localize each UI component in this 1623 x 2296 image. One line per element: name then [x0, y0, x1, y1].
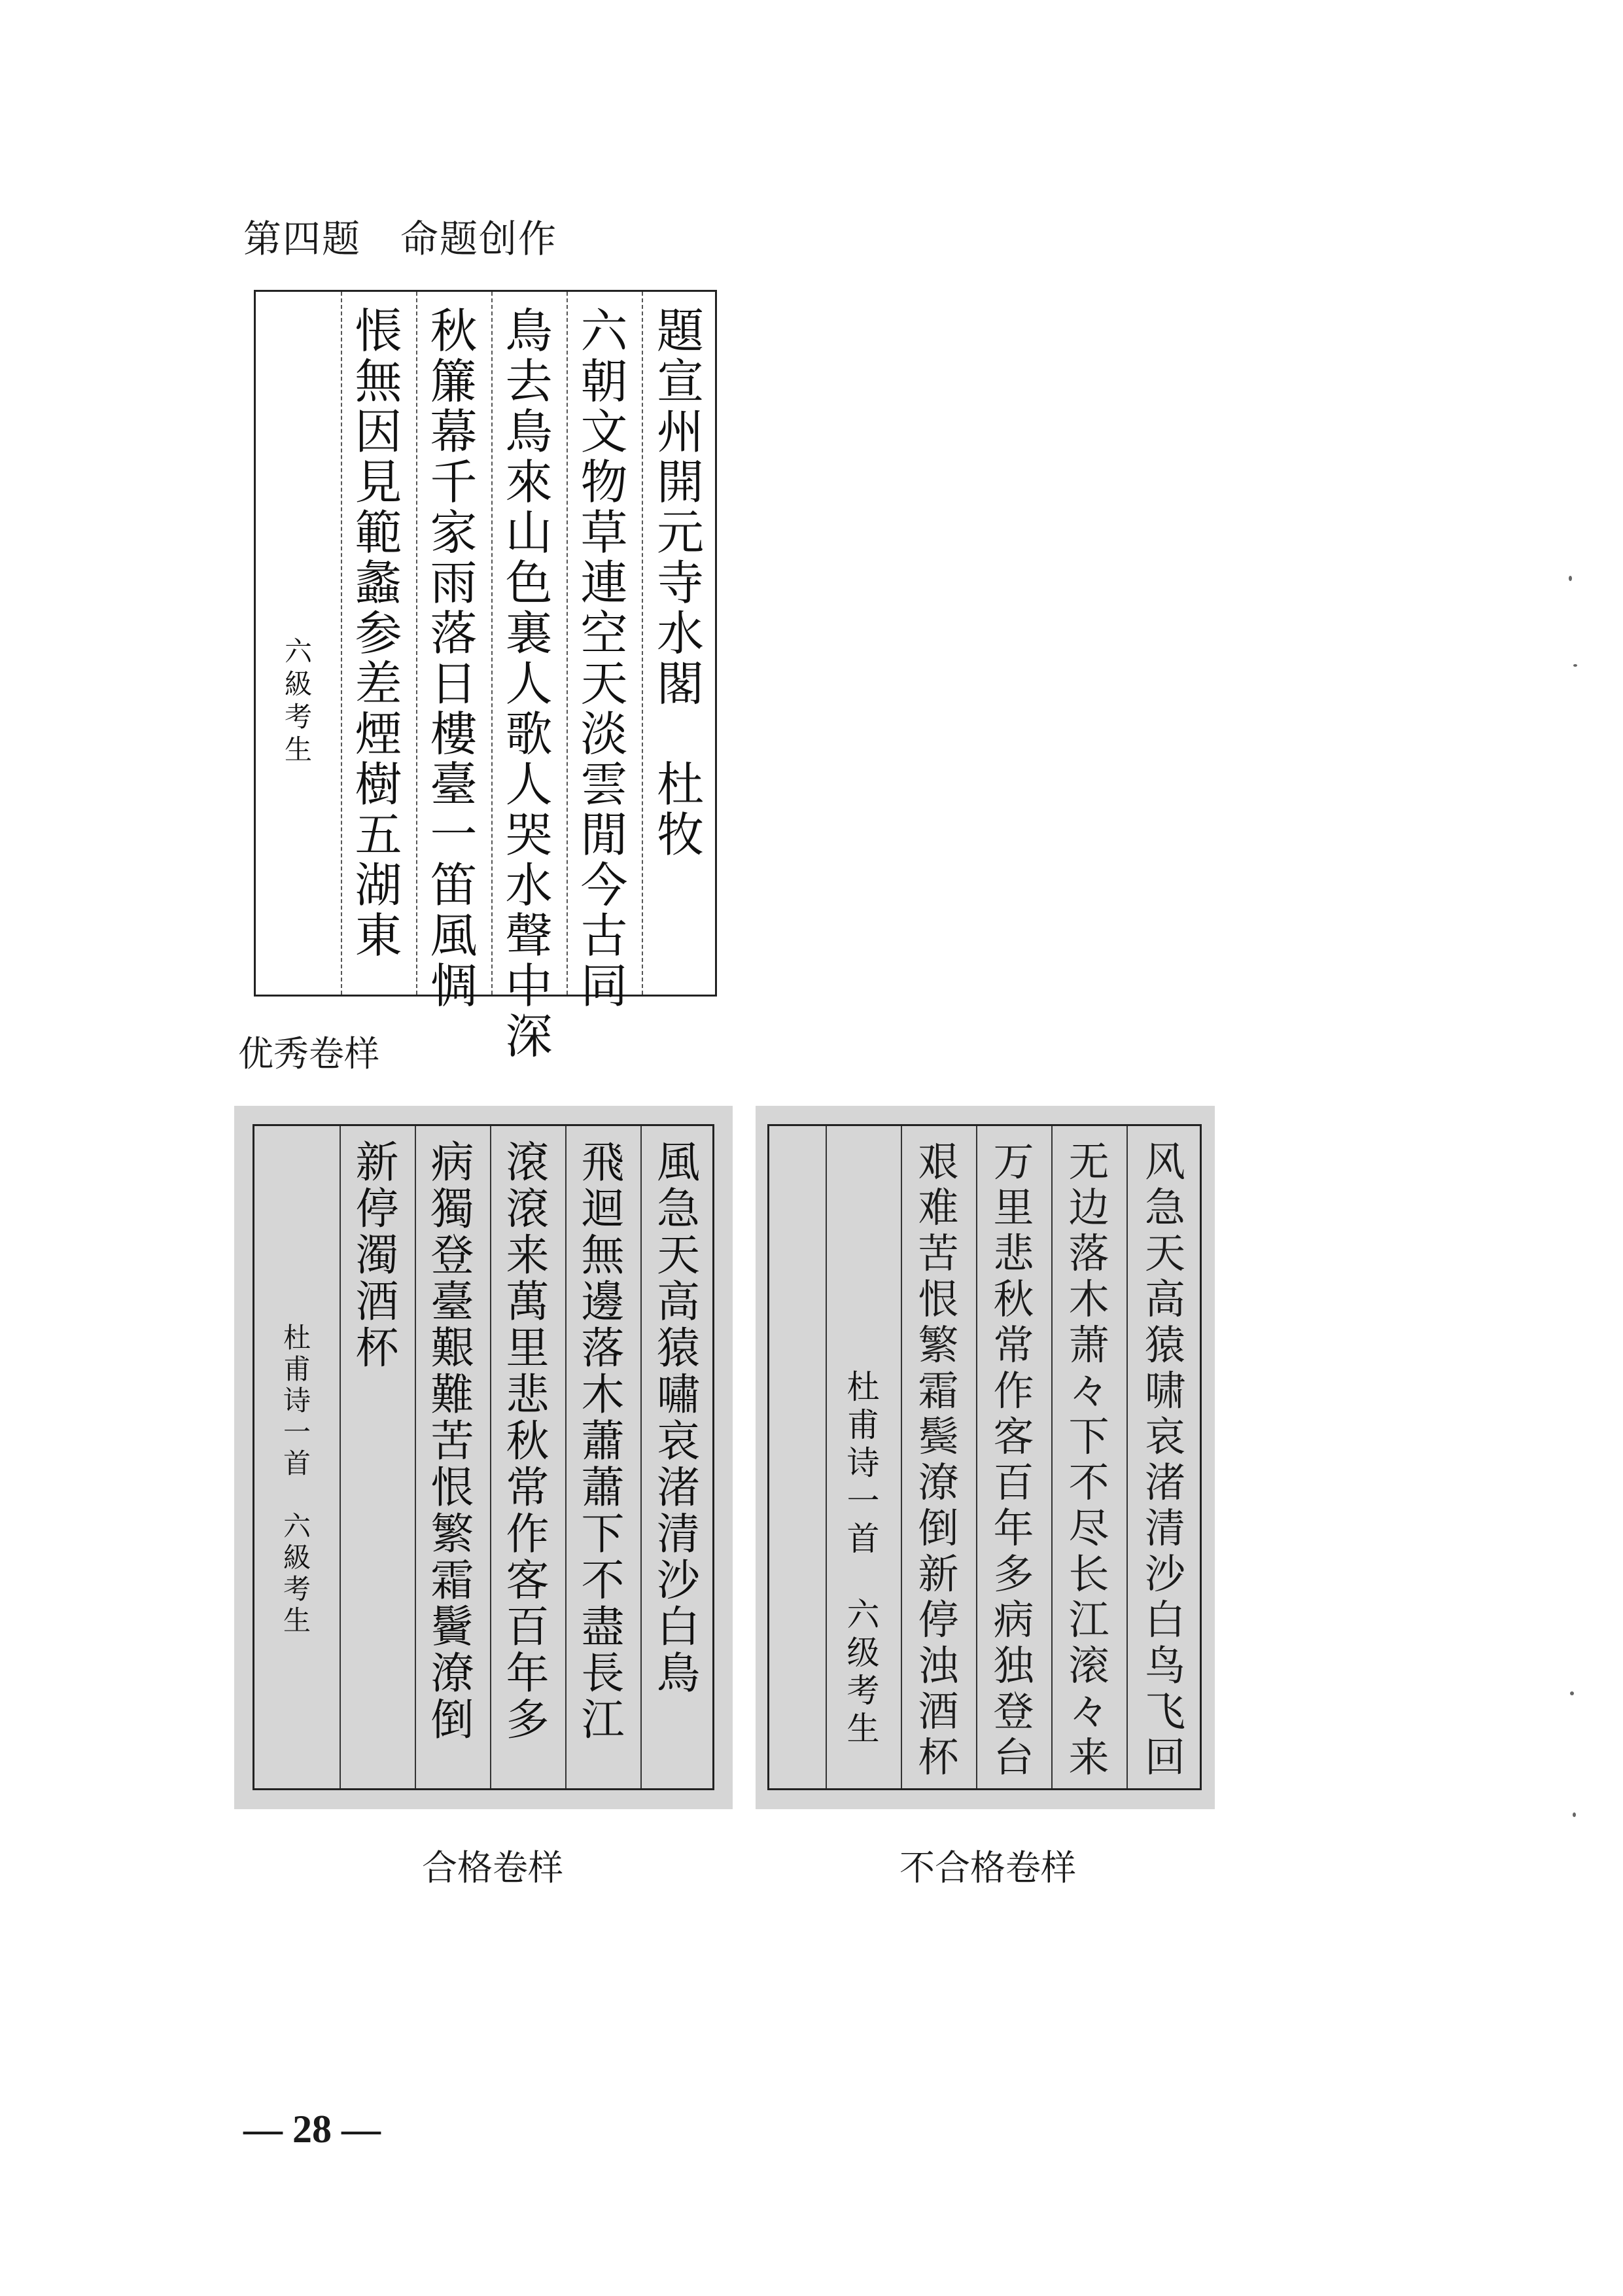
glyph: 日 [430, 656, 478, 711]
glyph: 常 [506, 1462, 550, 1513]
section-title: 第四题 命题创作 [243, 217, 558, 261]
glyph: 台 [993, 1733, 1034, 1781]
glyph: 雨 [430, 556, 478, 610]
glyph: 万 [993, 1138, 1034, 1186]
excellent-column-4 [416, 292, 491, 1014]
glyph: 江 [1068, 1596, 1109, 1644]
unqualified-column-3-text [993, 1139, 1034, 1780]
glyph: 一 [846, 1482, 880, 1520]
excellent-column-3-text [505, 306, 552, 1062]
glyph: 水 [656, 606, 704, 661]
glyph: 無 [581, 1230, 625, 1280]
glyph: 杜 [846, 1368, 880, 1406]
excellent-column-4-text [430, 306, 477, 1012]
glyph: 萬 [506, 1277, 550, 1327]
qualified-column-3 [490, 1126, 565, 1788]
glyph: 連 [580, 556, 628, 610]
qualified-signature [283, 1322, 311, 1636]
glyph: 清 [1144, 1504, 1185, 1552]
glyph: 去 [505, 354, 553, 409]
unqualified-signature [847, 1368, 880, 1748]
glyph: 落 [430, 606, 478, 661]
glyph: 人 [505, 757, 553, 812]
glyph: 苦 [918, 1229, 959, 1277]
glyph: 级 [846, 1634, 880, 1672]
glyph: 滚 [1068, 1642, 1109, 1689]
glyph: 級 [283, 1542, 311, 1574]
qualified-column-5 [340, 1126, 415, 1788]
glyph: 不 [581, 1555, 625, 1606]
glyph: 多 [506, 1695, 550, 1745]
glyph: 因 [355, 404, 402, 459]
glyph: 病 [430, 1137, 474, 1188]
excellent-caption: 优秀卷样 [238, 1033, 379, 1074]
glyph: 蕭 [581, 1416, 625, 1466]
excellent-column-5-text [355, 306, 402, 961]
glyph: 惆 [430, 959, 478, 1014]
qualified-caption: 合格卷样 [422, 1847, 563, 1888]
glyph: 飞 [1144, 1687, 1185, 1735]
glyph: 水 [505, 858, 553, 913]
glyph: 々 [1068, 1687, 1109, 1735]
glyph: 鳥 [505, 304, 553, 359]
glyph: 来 [506, 1230, 550, 1280]
glyph: 停 [355, 1184, 399, 1234]
qualified-column-3-text [506, 1139, 550, 1743]
scan-speck [1569, 576, 1572, 581]
glyph: 潦 [918, 1458, 959, 1506]
qualified-sample-frame [253, 1124, 714, 1790]
glyph: 高 [1144, 1275, 1185, 1323]
glyph: 停 [918, 1596, 959, 1644]
glyph: 盡 [581, 1602, 625, 1652]
glyph: 杯 [355, 1323, 399, 1373]
unqualified-sample-panel [756, 1106, 1215, 1809]
glyph: 落 [1068, 1229, 1109, 1277]
glyph: 無 [355, 354, 402, 409]
unqualified-column-3 [976, 1126, 1051, 1788]
glyph: 清 [657, 1509, 700, 1559]
glyph: 樹 [355, 757, 402, 812]
glyph: 渚 [1144, 1458, 1185, 1506]
glyph: 古 [580, 908, 628, 963]
unqualified-sample-frame [767, 1124, 1202, 1790]
excellent-signature-column [256, 292, 341, 995]
glyph: 裏 [505, 606, 553, 661]
glyph: 笛 [430, 858, 478, 913]
glyph: 艱 [430, 1323, 474, 1373]
glyph: 年 [993, 1504, 1034, 1552]
glyph: 杜 [283, 1322, 311, 1354]
glyph: 萧 [1068, 1321, 1109, 1369]
glyph: 中 [505, 959, 553, 1014]
glyph: 寺 [656, 556, 704, 610]
glyph: 登 [993, 1687, 1034, 1735]
glyph: 渚 [657, 1462, 700, 1513]
glyph: 考 [284, 701, 312, 733]
glyph: 作 [506, 1509, 550, 1559]
glyph: 百 [506, 1602, 550, 1652]
glyph: 酒 [918, 1687, 959, 1735]
excellent-column-5 [341, 292, 416, 995]
glyph: 落 [581, 1323, 625, 1373]
glyph: 客 [993, 1413, 1034, 1460]
glyph: 六 [580, 304, 628, 359]
glyph: 木 [581, 1369, 625, 1420]
glyph: 诗 [283, 1385, 311, 1417]
glyph: 六 [284, 635, 312, 667]
glyph: 風 [657, 1137, 700, 1188]
glyph: 急 [657, 1184, 700, 1234]
glyph: 州 [656, 404, 704, 459]
glyph: 蕭 [581, 1462, 625, 1513]
excellent-column-1 [642, 292, 719, 995]
glyph: 六 [846, 1596, 880, 1634]
glyph: 悲 [993, 1229, 1034, 1277]
glyph: 浊 [918, 1642, 959, 1689]
glyph: 元 [656, 505, 704, 560]
unqualified-column-2 [1051, 1126, 1126, 1788]
glyph: 聲 [505, 908, 553, 963]
glyph: 範 [355, 505, 402, 560]
glyph: 淡 [580, 707, 628, 762]
unqualified-signature-column [826, 1126, 901, 1788]
glyph: 秋 [993, 1275, 1034, 1323]
glyph: 长 [1068, 1550, 1109, 1598]
glyph: 飛 [581, 1137, 625, 1188]
glyph: 深 [505, 1009, 553, 1064]
glyph: 繁 [918, 1321, 959, 1369]
glyph: 一 [430, 807, 478, 862]
scan-speck [1570, 1691, 1574, 1695]
excellent-column-2-text [580, 306, 627, 1012]
glyph: 常 [993, 1321, 1034, 1369]
glyph: 見 [355, 455, 402, 510]
glyph [657, 709, 704, 760]
glyph: 杜 [656, 757, 704, 812]
glyph: 生 [283, 1604, 311, 1636]
glyph: 生 [284, 733, 312, 766]
glyph: 宣 [656, 354, 704, 409]
glyph: 年 [506, 1648, 550, 1699]
glyph: 啸 [1144, 1367, 1185, 1415]
glyph: 来 [1068, 1733, 1109, 1781]
glyph: 五 [355, 807, 402, 862]
glyph: 霜 [918, 1367, 959, 1415]
glyph: 恨 [918, 1275, 959, 1323]
glyph: 同 [580, 959, 628, 1014]
glyph: 白 [1144, 1596, 1185, 1644]
glyph: 簾 [430, 354, 478, 409]
glyph: 閣 [656, 656, 704, 711]
glyph: 苦 [430, 1416, 474, 1466]
unqualified-column-4 [901, 1126, 976, 1788]
glyph: 客 [506, 1555, 550, 1606]
glyph: 牧 [656, 807, 704, 862]
glyph: 尽 [1068, 1504, 1109, 1552]
glyph: 歌 [505, 707, 553, 762]
glyph: 秋 [506, 1416, 550, 1466]
glyph: 天 [580, 656, 628, 711]
glyph: 边 [1068, 1184, 1109, 1231]
glyph: 色 [505, 556, 553, 610]
glyph: 甫 [846, 1406, 880, 1444]
excellent-column-2 [567, 292, 642, 1014]
glyph: 千 [430, 455, 478, 510]
glyph: 木 [1068, 1275, 1109, 1323]
glyph: 級 [284, 668, 312, 700]
glyph: 病 [993, 1596, 1034, 1644]
glyph: 酒 [355, 1277, 399, 1327]
qualified-column-4 [415, 1126, 490, 1788]
glyph: 悵 [355, 304, 402, 359]
unqualified-column-2-text [1068, 1139, 1109, 1780]
glyph: 鬢 [430, 1602, 474, 1652]
glyph: 濁 [355, 1230, 399, 1280]
glyph: 山 [505, 505, 553, 560]
glyph: 首 [283, 1447, 311, 1479]
glyph: 風 [430, 908, 478, 963]
glyph: 蠡 [355, 556, 402, 610]
glyph: 猿 [1144, 1321, 1185, 1369]
unqualified-column-4-text [918, 1139, 958, 1780]
glyph: 潦 [430, 1648, 474, 1699]
glyph [847, 1558, 880, 1596]
glyph: 天 [657, 1230, 700, 1280]
page-number: — 28 — [243, 2108, 381, 2151]
glyph: 鬓 [918, 1413, 959, 1460]
glyph: 作 [993, 1367, 1034, 1415]
unqualified-column-1-text [1145, 1139, 1185, 1780]
glyph: 鸟 [1144, 1642, 1185, 1689]
glyph: 沙 [1144, 1550, 1185, 1598]
glyph: 長 [581, 1648, 625, 1699]
glyph: 東 [355, 908, 402, 963]
glyph: 下 [581, 1509, 625, 1559]
glyph: 幕 [430, 404, 478, 459]
glyph: 草 [580, 505, 628, 560]
glyph: 差 [355, 656, 402, 711]
glyph: 來 [505, 455, 553, 510]
glyph: 新 [355, 1137, 399, 1188]
qualified-column-2 [565, 1126, 640, 1788]
glyph: 雲 [580, 757, 628, 812]
glyph: 六 [283, 1510, 311, 1542]
glyph: 诗 [846, 1444, 880, 1482]
glyph: 参 [355, 606, 402, 661]
glyph: 臺 [430, 757, 478, 812]
glyph: 哀 [657, 1416, 700, 1466]
qualified-column-4-text [431, 1139, 474, 1743]
glyph: 恨 [430, 1462, 474, 1513]
glyph: 艰 [918, 1138, 959, 1186]
glyph: 獨 [430, 1184, 474, 1234]
excellent-column-3 [491, 292, 567, 1064]
glyph: 独 [993, 1642, 1034, 1689]
glyph: 家 [430, 505, 478, 560]
qualified-column-1-text [657, 1139, 700, 1697]
glyph: 考 [846, 1672, 880, 1710]
glyph: 倒 [918, 1504, 959, 1552]
glyph: 难 [918, 1184, 959, 1231]
qualified-column-5-text [356, 1139, 399, 1371]
glyph: 猿 [657, 1323, 700, 1373]
glyph: 樓 [430, 707, 478, 762]
glyph: 人 [505, 656, 553, 711]
qualified-column-2-text [582, 1139, 625, 1743]
glyph: 閒 [580, 807, 628, 862]
glyph: 難 [430, 1369, 474, 1420]
glyph: 新 [918, 1550, 959, 1598]
glyph: 登 [430, 1230, 474, 1280]
glyph: 江 [581, 1695, 625, 1745]
glyph: 煙 [355, 707, 402, 762]
scan-speck [1573, 1812, 1576, 1817]
glyph: 里 [506, 1323, 550, 1373]
glyph: 臺 [430, 1277, 474, 1327]
glyph: 沙 [657, 1555, 700, 1606]
glyph: 々 [1068, 1367, 1109, 1415]
unqualified-caption: 不合格卷样 [899, 1847, 1076, 1888]
glyph: 開 [656, 455, 704, 510]
glyph: 哭 [505, 807, 553, 862]
glyph: 一 [283, 1416, 311, 1448]
qualified-column-1 [640, 1126, 716, 1788]
qualified-sample-panel [234, 1106, 733, 1809]
glyph: 迴 [581, 1184, 625, 1234]
glyph: 天 [1144, 1229, 1185, 1277]
glyph: 首 [846, 1520, 880, 1558]
glyph: 高 [657, 1277, 700, 1327]
unqualified-column-1 [1126, 1126, 1204, 1788]
glyph: 哀 [1144, 1413, 1185, 1460]
glyph: 朝 [580, 354, 628, 409]
glyph: 下 [1068, 1413, 1109, 1460]
glyph: 杯 [918, 1733, 959, 1781]
glyph: 无 [1068, 1138, 1109, 1186]
glyph: 多 [993, 1550, 1034, 1598]
glyph: 繁 [430, 1509, 474, 1559]
glyph: 文 [580, 404, 628, 459]
glyph: 生 [846, 1710, 880, 1748]
glyph: 滾 [506, 1137, 550, 1188]
scan-speck [1573, 664, 1577, 667]
glyph: 倒 [430, 1695, 474, 1745]
glyph: 邊 [581, 1277, 625, 1327]
glyph: 霜 [430, 1555, 474, 1606]
glyph: 湖 [355, 858, 402, 913]
excellent-signature [285, 635, 312, 766]
glyph: 甫 [283, 1353, 311, 1385]
glyph: 今 [580, 858, 628, 913]
excellent-column-1-text [657, 306, 704, 860]
glyph: 不 [1068, 1458, 1109, 1506]
glyph: 題 [656, 304, 704, 359]
glyph: 百 [993, 1458, 1034, 1506]
glyph: 滾 [506, 1184, 550, 1234]
glyph: 里 [993, 1184, 1034, 1231]
glyph: 考 [283, 1573, 311, 1605]
qualified-signature-column [254, 1126, 340, 1788]
glyph: 悲 [506, 1369, 550, 1420]
glyph: 风 [1144, 1138, 1185, 1186]
glyph: 急 [1144, 1184, 1185, 1231]
glyph: 空 [580, 606, 628, 661]
glyph: 鳥 [505, 404, 553, 459]
glyph: 回 [1144, 1733, 1185, 1781]
glyph: 物 [580, 455, 628, 510]
glyph [283, 1479, 311, 1511]
glyph: 嘯 [657, 1369, 700, 1420]
glyph: 秋 [430, 304, 478, 359]
glyph: 鳥 [657, 1648, 700, 1699]
glyph: 白 [657, 1602, 700, 1652]
